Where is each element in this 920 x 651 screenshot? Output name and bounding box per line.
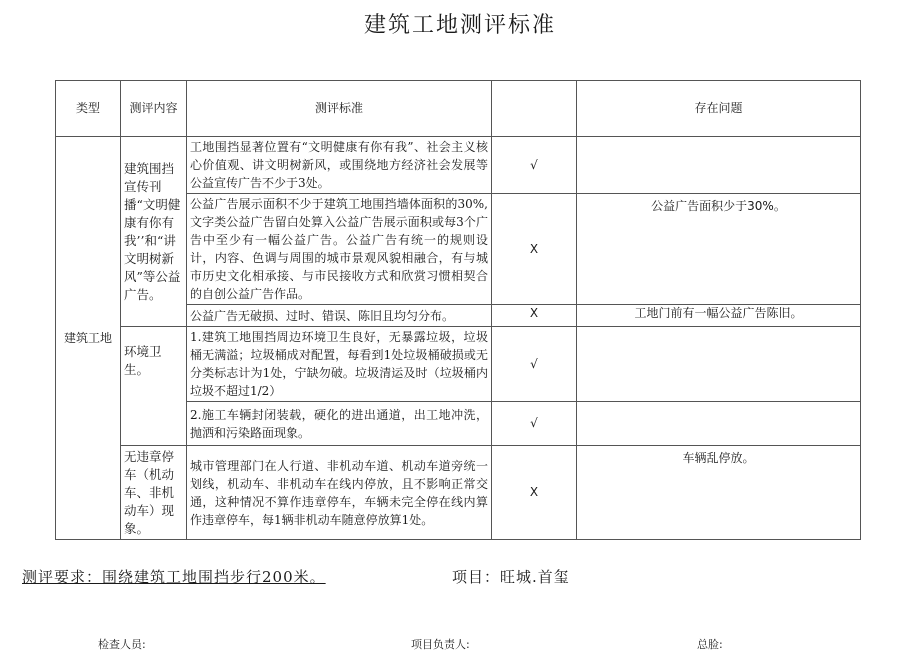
project-name: 项目：旺城.首玺	[452, 568, 570, 586]
issue-cell: 公益广告面积少于30%。	[577, 194, 861, 305]
issue-cell: 车辆乱停放。	[577, 446, 861, 540]
issue-cell	[577, 327, 861, 402]
mark-cell: √	[492, 402, 577, 446]
standard-cell: 城市管理部门在人行道、非机动车道、机动车道旁统一划线，机动车、非机动车在线内停放，且不影响正常交通，这种情况不算作违章停车，车辆未完全停在线内算作违章停车，每1辆非机动车随意停放算1处。	[187, 446, 492, 540]
document-title: 建筑工地测评标准	[363, 13, 556, 38]
manager-label: 项目负责人:	[411, 638, 470, 651]
content-cell-parking: 无违章停车（机动车、非机动车）现象。	[121, 446, 187, 540]
issue-cell	[577, 402, 861, 446]
score-label: 总脸:	[697, 638, 723, 651]
mark-cell: √	[492, 327, 577, 402]
evaluation-requirement: 测评要求：围绕建筑工地围挡步行200米。	[22, 568, 326, 586]
header-content: 测评内容	[121, 81, 187, 137]
table-row	[56, 137, 861, 194]
issue-cell	[577, 137, 861, 194]
content-cell-ads: 建筑围挡宣传刊播“文明健康有你有我’’和“讲文明树新风”等公益广告。	[121, 137, 187, 327]
header-type: 类型	[56, 81, 121, 137]
table-row	[56, 446, 861, 540]
header-issues: 存在问题	[577, 81, 861, 137]
mark-cell: X	[492, 194, 577, 305]
standard-cell: 2.施工车辆封闭装载，硬化的进出通道，出工地冲洗，抛洒和污染路面现象。	[187, 402, 492, 446]
category-cell: 建筑工地	[56, 137, 121, 540]
inspector-label: 检查人员:	[98, 638, 146, 651]
standard-cell: 公益广告无破损、过时、错误、陈旧且均匀分布。	[187, 305, 492, 327]
evaluation-table	[55, 80, 861, 540]
content-cell-hygiene: 环境卫生。	[121, 327, 187, 446]
standard-cell: 工地围挡显著位置有“文明健康有你有我”、社会主义核心价值观、讲文明树新风，或围绕地方经济社会发展等公益宣传广告不少于3处。	[187, 137, 492, 194]
mark-cell: √	[492, 137, 577, 194]
table-row	[56, 327, 861, 402]
standard-cell: 公益广告展示面积不少于建筑工地围挡墙体面积的30%,文字类公益广告留白处算入公益广告展示面积或每3个广告中至少有一幅公益广告。公益广告有统一的规则设计，内容、色调与周围的城市景观风貌相融合，有与城市历史文化相承接、与市民接收方式和欣赏习惯相契合的自创公益广告作品。	[187, 194, 492, 305]
header-standard: 测评标准	[187, 81, 492, 137]
issue-cell: 工地门前有一幅公益广告陈旧。	[577, 305, 861, 327]
standard-cell: 1.建筑工地围挡周边环境卫生良好，无暴露垃圾，垃圾桶无满溢；垃圾桶成对配置，每看到1处垃圾桶破损或无分类标志计为1处，宁缺勿破。垃圾清运及时（垃圾桶内垃圾不超过1/2）	[187, 327, 492, 402]
table-header-row	[56, 81, 861, 137]
header-blank	[492, 81, 577, 137]
mark-cell: X	[492, 446, 577, 540]
mark-cell: X	[492, 305, 577, 327]
